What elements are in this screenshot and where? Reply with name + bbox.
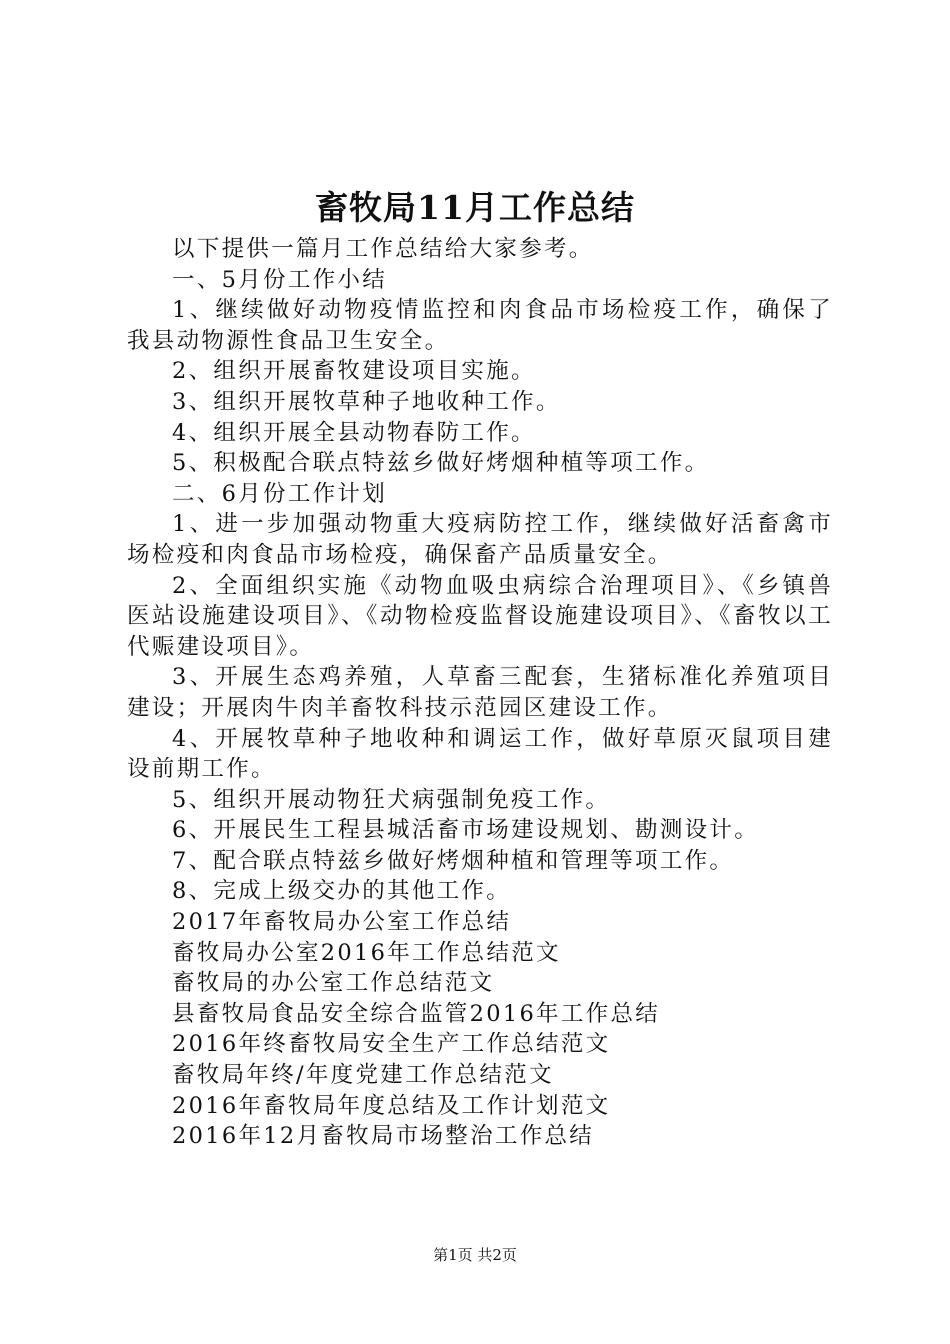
paragraph: 2、组织开展畜牧建设项目实施。 [172,358,536,385]
paragraph: 5、积极配合联点特兹乡做好烤烟种植等项工作。 [172,450,710,477]
paragraph: 8、完成上级交办的其他工作。 [172,878,512,905]
paragraph: 2、全面组织实施《动物血吸虫病综合治理项目》、《乡镇兽医站设施建设项目》、《动物检疫监督设施建设项目》、《畜牧以工代赈建设项目》。 [127,572,833,660]
paragraph: 4、组织开展全县动物春防工作。 [172,419,536,446]
paragraph: 7、配合联点特兹乡做好烤烟种植和管理等项工作。 [172,847,735,874]
paragraph: 1、进一步加强动物重大疫病防控工作，继续做好活畜禽市场检疫和肉食品市场检疫，确保畜产品质量安全。 [127,511,833,568]
related-article-title: 2016年12月畜牧局市场整治工作总结 [172,1123,595,1150]
related-article-title: 畜牧局办公室2016年工作总结范文 [172,939,561,966]
paragraph: 5、组织开展动物狂犬病强制免疫工作。 [172,786,611,813]
section-heading-may-summary: 一、5月份工作小结 [172,266,388,293]
section-heading-june-plan: 二、6月份工作计划 [172,480,388,507]
intro-paragraph: 以下提供一篇月工作总结给大家参考。 [172,236,594,262]
paragraph: 6、开展民生工程县城活畜市场建设规划、勘测设计。 [172,817,760,844]
related-article-title: 2016年畜牧局年度总结及工作计划范文 [172,1092,611,1119]
paragraph: 3、开展生态鸡养殖，人草畜三配套，生猪标准化养殖项目建设；开展肉牛肉羊畜牧科技示范园区建设工作。 [127,664,833,721]
related-article-title: 县畜牧局食品安全综合监管2016年工作总结 [172,1000,661,1027]
paragraph: 1、继续做好动物疫情监控和肉食品市场检疫工作，确保了我县动物源性食品卫生安全。 [127,297,833,354]
related-article-title: 2016年终畜牧局安全生产工作总结范文 [172,1031,611,1058]
related-article-title: 畜牧局年终/年度党建工作总结范文 [172,1062,554,1089]
page-footer: 第1页 共2页 [433,1246,517,1264]
paragraph: 4、开展牧草种子地收种和调运工作，做好草原灭鼠项目建设前期工作。 [127,725,833,783]
document-title: 畜牧局11月工作总结 [315,188,635,227]
paragraph: 3、组织开展牧草种子地收种工作。 [172,388,561,415]
related-article-title: 2017年畜牧局办公室工作总结 [172,909,512,936]
document-body [127,234,833,1152]
related-article-title: 畜牧局的办公室工作总结范文 [172,970,495,997]
